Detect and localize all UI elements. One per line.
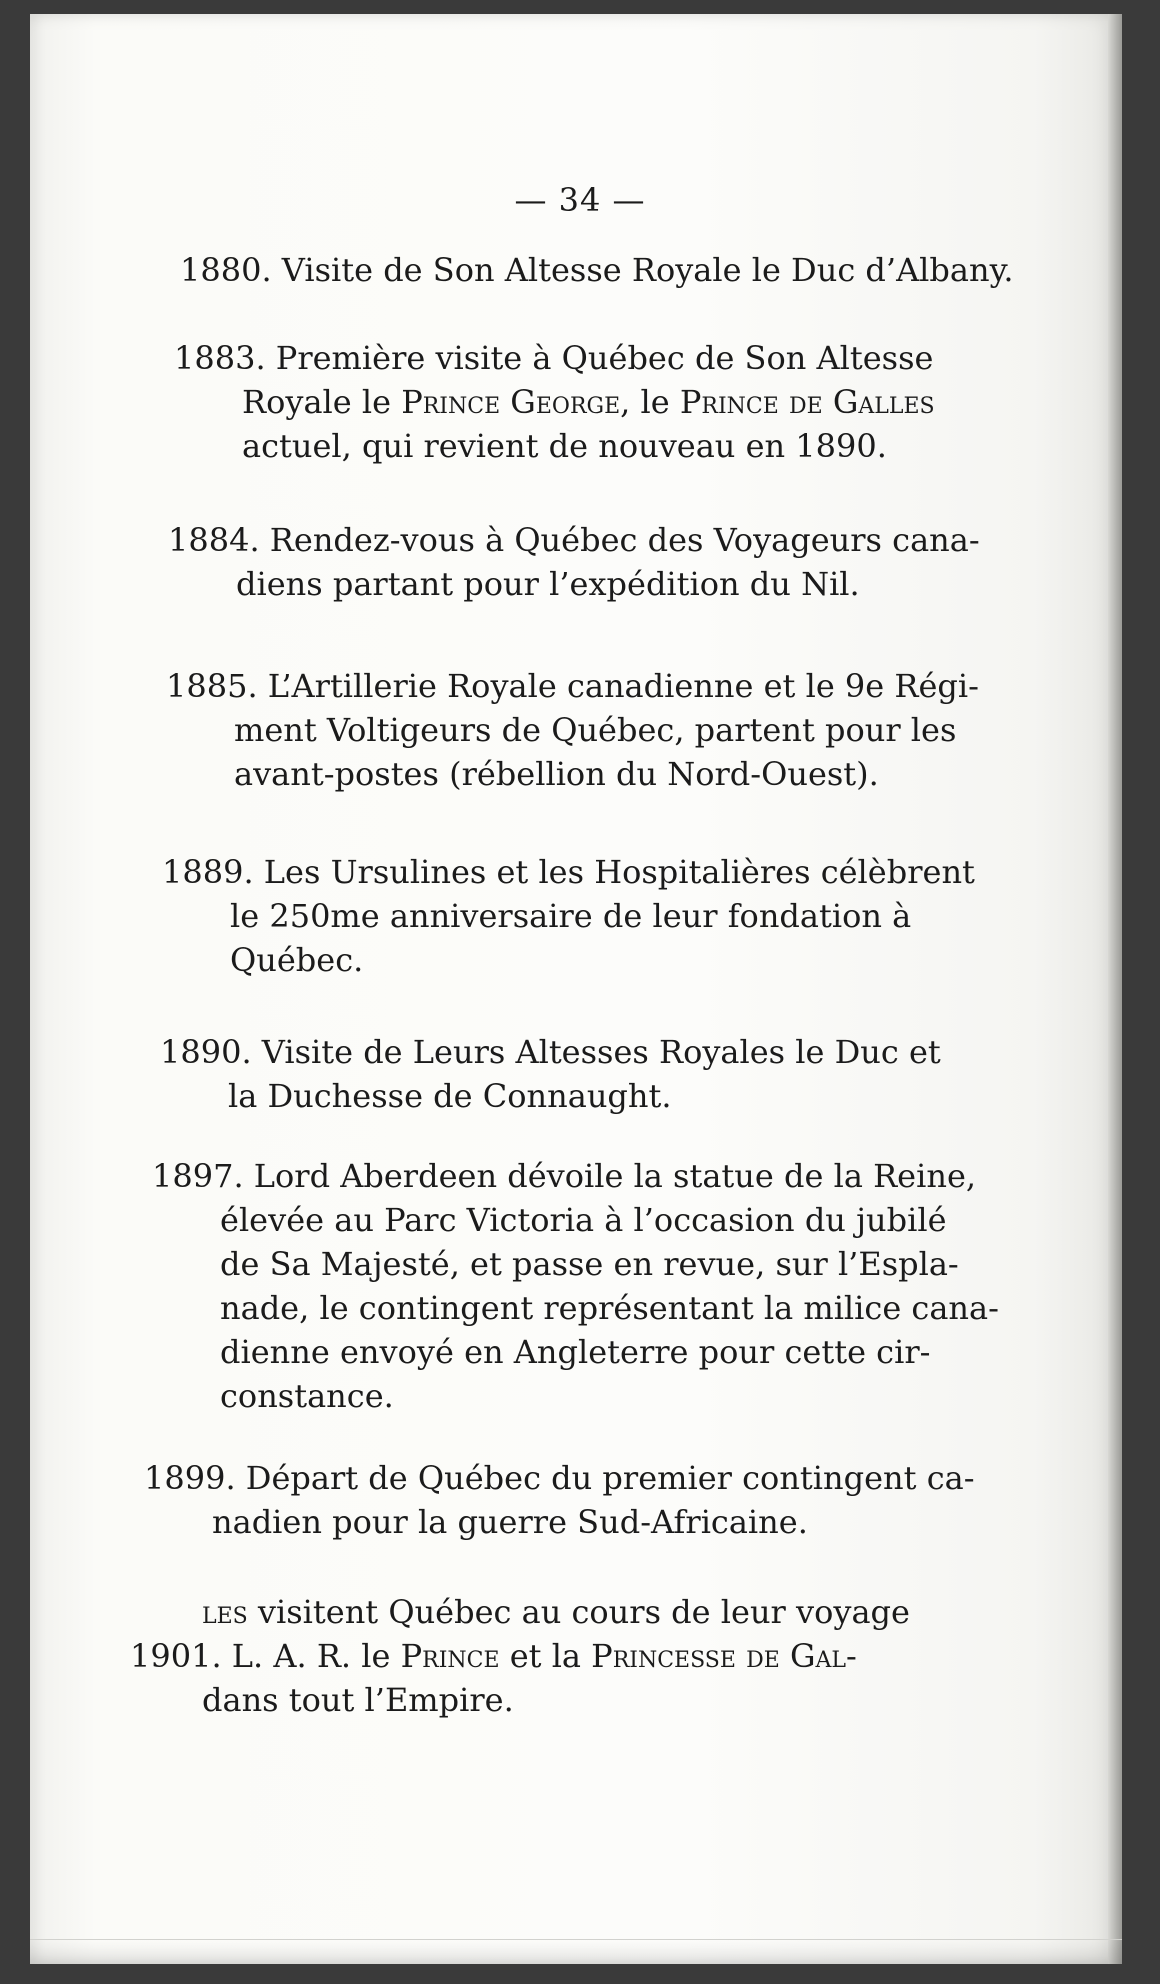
entry-text-fragment: et la (499, 1637, 592, 1675)
entry-year: 1897. (152, 1157, 244, 1195)
entry-year: 1890. (160, 1033, 252, 1071)
entry-year: 1885. (166, 667, 258, 705)
entry-text: Première visite à Québec de Son Altesse (275, 339, 934, 377)
entry-text-line: le 250me anniversaire de leur fondation à (230, 897, 912, 935)
entry-text: Rendez-vous à Québec des Voyageurs cana- (269, 521, 980, 559)
entry-text-line: de Sa Majesté, et passe en revue, sur l’Espla- (220, 1245, 959, 1283)
entry-1885 (166, 664, 1012, 796)
small-caps-word: les (202, 1593, 248, 1631)
entry-text-line (130, 1590, 990, 1634)
entry-text: Les Ursulines et les Hospitalières célèbrent (263, 853, 975, 891)
entry-text-line (174, 380, 1024, 424)
entry-text-line: dienne envoyé en Angleterre pour cette cir- (220, 1333, 931, 1371)
small-caps-name: Prince George (401, 383, 621, 421)
entry-year: 1889. (162, 853, 254, 891)
page-bottom-edge (30, 1939, 1122, 1964)
entry-text-fragment: Royale le (242, 383, 402, 421)
entry-year: 1901. (130, 1637, 222, 1675)
entry-text-fragment: visitent Québec au cours de leur voyage (247, 1593, 910, 1631)
entry-text-line: Québec. (230, 941, 364, 979)
entry-text-line: nade, le contingent représentant la milice cana- (220, 1289, 999, 1327)
page-number: — 34 — (514, 181, 646, 219)
entry-text-fragment: , le (620, 383, 680, 421)
entry-text-line: diens partant pour l’expédition du Nil. (236, 565, 860, 603)
entry-year: 1884. (168, 521, 260, 559)
entry-text-line: avant-postes (rébellion du Nord-Ouest). (234, 755, 879, 793)
entry-text-line: élevée au Parc Victoria à l’occasion du jubilé (220, 1201, 947, 1239)
entry-year: 1880. (180, 251, 272, 289)
entry-1884 (168, 518, 1014, 606)
small-caps-name: Prince (400, 1637, 500, 1675)
entry-1899 (144, 1456, 992, 1544)
small-caps-name: Prince de Galles (679, 383, 935, 421)
entry-text-line: la Duchesse de Connaught. (228, 1077, 672, 1115)
entry-1889 (162, 850, 1010, 982)
entry-text-line: constance. (220, 1377, 394, 1415)
entry-text: Lord Aberdeen dévoile la statue de la Reine, (253, 1157, 977, 1195)
entry-text: Départ de Québec du premier contingent ca- (245, 1459, 975, 1497)
entry-text-line: dans tout l’Empire. (202, 1681, 514, 1719)
entry-text-line (130, 1634, 990, 1678)
entry-text-line: actuel, qui revient de nouveau en 1890. (242, 427, 887, 465)
entry-year: 1883. (174, 339, 266, 377)
entry-1890 (160, 1030, 1004, 1118)
small-caps-name: Princesse de Gal- (591, 1637, 857, 1675)
page-gutter-shadow (1108, 14, 1122, 1964)
entry-1897 (152, 1154, 1000, 1418)
entry-1901 (130, 1590, 990, 1722)
entry-year: 1899. (144, 1459, 236, 1497)
entry-text: Visite de Leurs Altesses Royales le Duc et (261, 1033, 941, 1071)
entry-text-fragment: L. A. R. le (231, 1637, 401, 1675)
entry-1883 (174, 336, 1024, 468)
entry-text: L’Artillerie Royale canadienne et le 9e Régi- (267, 667, 979, 705)
entry-text: Visite de Son Altesse Royale le Duc d’Albany. (281, 251, 1014, 289)
entry-1880 (180, 248, 1030, 292)
entry-text-line: ment Voltigeurs de Québec, partent pour les (234, 711, 957, 749)
entry-text-line: nadien pour la guerre Sud-Africaine. (212, 1503, 808, 1541)
